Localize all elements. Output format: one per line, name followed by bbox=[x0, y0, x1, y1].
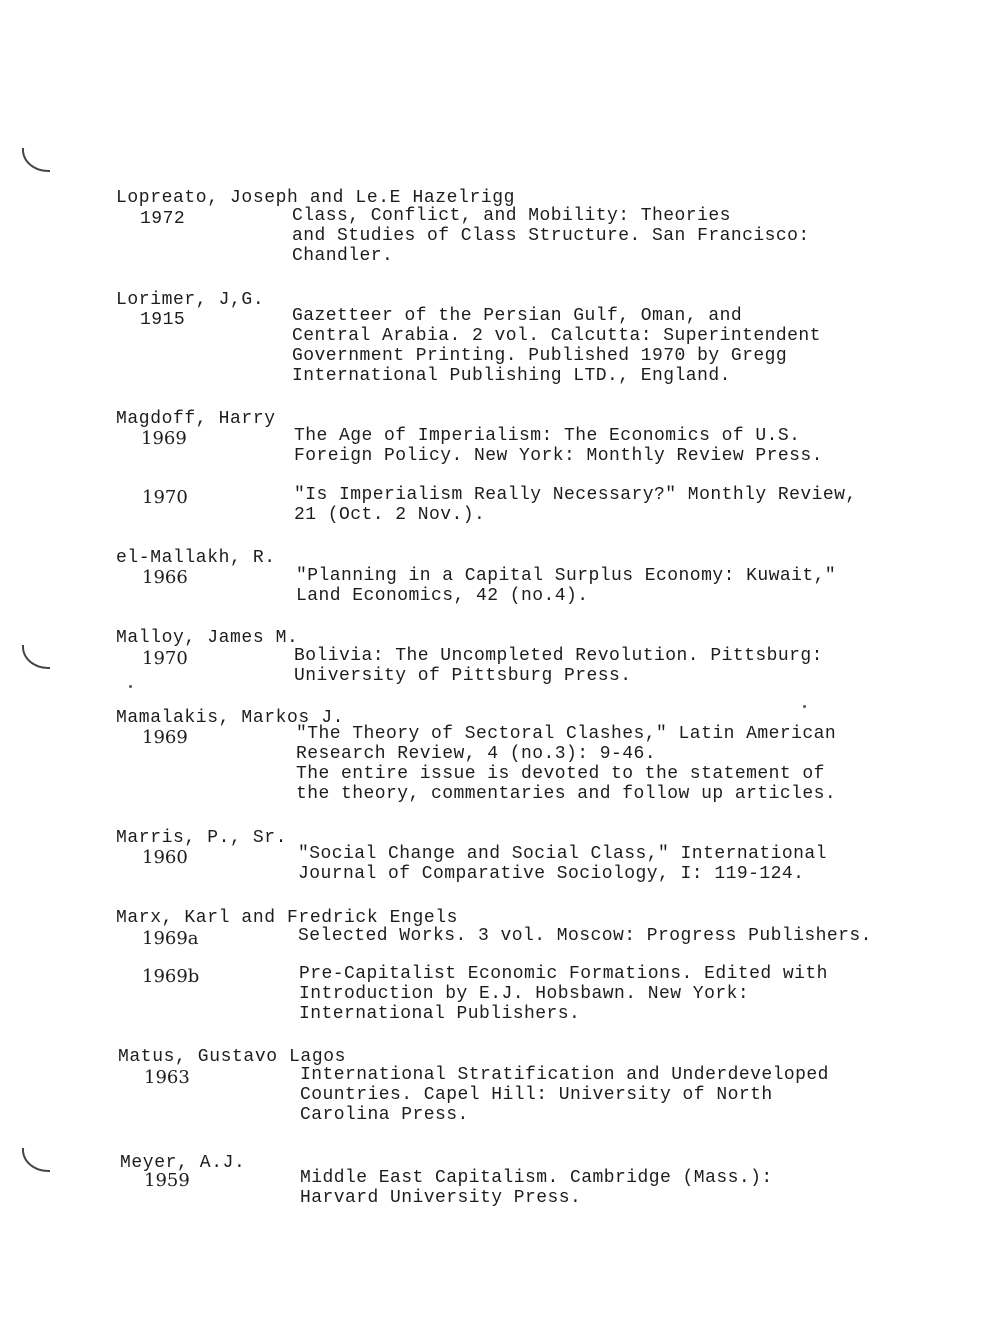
entry-author: Lorimer, J,G. bbox=[116, 290, 265, 310]
entry-year: 1969 bbox=[142, 727, 188, 748]
entry-citation: "Social Change and Social Class," International Journal of Comparative Sociology, I: 119-124. bbox=[298, 844, 827, 884]
entry-author: Marris, P., Sr. bbox=[116, 828, 288, 848]
binder-hole-mark bbox=[22, 1148, 50, 1172]
entry-author: Malloy, James M. bbox=[116, 628, 299, 648]
entry-author: Mamalakis, Markos J. bbox=[116, 708, 345, 728]
entry-year: 1970 bbox=[142, 487, 188, 508]
entry-author: el-Mallakh, R. bbox=[116, 548, 276, 568]
entry-author: Magdoff, Harry bbox=[116, 409, 276, 429]
entry-citation: Pre-Capitalist Economic Formations. Edited with Introduction by E.J. Hobsbawn. New York: International Publishers. bbox=[299, 964, 828, 1024]
entry-citation: Class, Conflict, and Mobility: Theories and Studies of Class Structure. San Francisco: Chandler. bbox=[292, 206, 810, 266]
entry-citation: Gazetteer of the Persian Gulf, Oman, and Central Arabia. 2 vol. Calcutta: Superintendent Government Printing. Published 1970 by Gregg International Publishing LTD., England. bbox=[292, 306, 821, 386]
entry-author: Matus, Gustavo Lagos bbox=[118, 1047, 347, 1067]
entry-citation: Middle East Capitalism. Cambridge (Mass.): Harvard University Press. bbox=[300, 1168, 773, 1208]
entry-citation: "Planning in a Capital Surplus Economy: Kuwait," Land Economics, 42 (no.4). bbox=[296, 566, 837, 606]
entry-year: 1966 bbox=[142, 567, 188, 588]
entry-author: Lopreato, Joseph and Le.E Hazelrigg bbox=[116, 188, 516, 208]
entry-author: Marx, Karl and Fredrick Engels bbox=[116, 908, 459, 928]
binder-hole-mark bbox=[22, 645, 50, 669]
binder-hole-mark bbox=[22, 148, 50, 172]
entry-citation: "The Theory of Sectoral Clashes," Latin American Research Review, 4 (no.3): 9-46. The entire issue is devoted to the statement of the theory, commentaries and follow up articles. bbox=[296, 724, 837, 804]
entry-year: 1972 bbox=[140, 209, 186, 229]
entry-year: 1969 bbox=[141, 428, 187, 449]
entry-citation: "Is Imperialism Really Necessary?" Monthly Review, 21 (Oct. 2 Nov.). bbox=[294, 485, 857, 525]
entry-year: 1969a bbox=[142, 928, 199, 949]
entry-citation: International Stratification and Underdeveloped Countries. Capel Hill: University of North Carolina Press. bbox=[300, 1065, 829, 1125]
paper-speck bbox=[129, 685, 132, 688]
entry-citation: The Age of Imperialism: The Economics of U.S. Foreign Policy. New York: Monthly Review Press. bbox=[294, 426, 823, 466]
entry-citation: Bolivia: The Uncompleted Revolution. Pittsburg: University of Pittsburg Press. bbox=[294, 646, 823, 686]
entry-year: 1915 bbox=[140, 310, 186, 330]
paper-speck bbox=[803, 705, 806, 708]
entry-year: 1963 bbox=[144, 1067, 190, 1088]
entry-year: 1959 bbox=[144, 1170, 190, 1191]
entry-year: 1970 bbox=[142, 648, 188, 669]
entry-year: 1960 bbox=[142, 847, 188, 868]
entry-author: Meyer, A.J. bbox=[120, 1153, 246, 1173]
entry-year: 1969b bbox=[142, 966, 200, 987]
entry-citation: Selected Works. 3 vol. Moscow: Progress Publishers. bbox=[298, 926, 872, 946]
